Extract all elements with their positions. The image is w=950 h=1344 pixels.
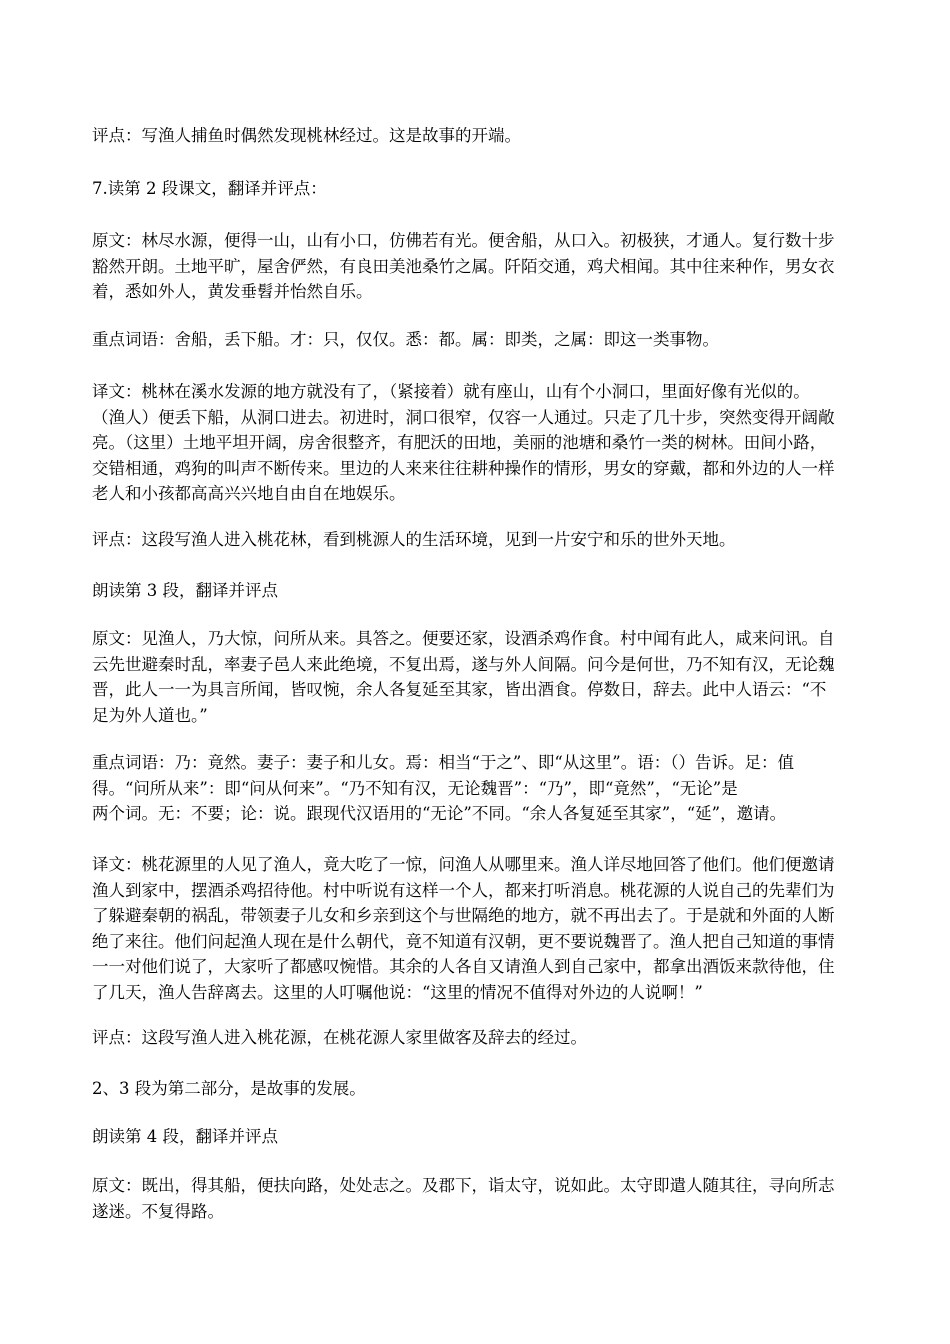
text-line: （渔人）便丢下船，从洞口进去。初进时，洞口很窄，仅容一人通过。只走了几十步，突然变得开阔敞 xyxy=(92,407,835,427)
text-line: 得。“问所从来”：即“问从何来”。“乃不知有汉，无论魏晋”：“乃”，即“竟然”，“无论”是 xyxy=(92,778,738,798)
paragraph-commentary-1 xyxy=(92,123,872,149)
text-line: 遂迷。不复得路。 xyxy=(92,1201,224,1221)
text-line: 原文：既出，得其船，便扶向路，处处志之。及郡下，诣太守，说如此。太守即遣人随其往，寻向所志 xyxy=(92,1176,835,1195)
text-line: 朗读第 4 段，翻译并评点 xyxy=(92,1127,278,1146)
text-line: 朗读第 3 段，翻译并评点 xyxy=(92,581,278,600)
heading-section-7 xyxy=(92,176,872,202)
text-line: 绝了来往。他们问起渔人现在是什么朝代，竟不知道有汉朝，更不要说魏晋了。渔人把自己知道的事情 xyxy=(92,931,835,951)
paragraph-original-text-2 xyxy=(92,228,872,305)
text-line: 重点词语：乃：竟然。妻子：妻子和儿女。焉：相当“于之”、即“从这里”。语：（）告诉。足：值 xyxy=(92,753,794,772)
text-line: 老人和小孩都高高兴兴地自由自在地娱乐。 xyxy=(92,484,406,503)
paragraph-original-text-3 xyxy=(92,626,872,728)
paragraph-part-summary xyxy=(92,1076,872,1102)
text-line: 7.读第 2 段课文，翻译并评点： xyxy=(92,179,327,198)
paragraph-key-words-2 xyxy=(92,327,872,353)
text-line: 云先世避秦时乱，率妻子邑人来此绝境，不复出焉，遂与外人间隔。问今是何世，乃不知有汉，无论魏 xyxy=(92,654,835,674)
text-line: 评点：这段写渔人进入桃花林，看到桃源人的生活环境，见到一片安宁和乐的世外天地。 xyxy=(92,530,736,549)
text-line: 原文：见渔人，乃大惊，问所从来。具答之。便要还家，设酒杀鸡作食。村中闻有此人，咸来问讯。自 xyxy=(92,629,835,648)
text-line: 一一对他们说了，大家听了都感叹惋惜。其余的人各自又请渔人到自己家中，都拿出酒饭来款待他，住 xyxy=(92,957,835,976)
text-line: 渔人到家中，摆酒杀鸡招待他。村中听说有这样一个人，都来打听消息。桃花源的人说自己的先辈们为 xyxy=(92,880,835,900)
text-line: 两个词。无：不要；论：说。跟现代汉语用的“无论”不同。“余人各复延至其家”，“延”，邀请。 xyxy=(92,804,787,823)
text-line: 足为外人道也。” xyxy=(92,705,208,725)
text-line: 译文：桃林在溪水发源的地方就没有了，（紧接着）就有座山，山有个小洞口，里面好像有光似的。 xyxy=(92,382,810,401)
heading-section-4 xyxy=(92,1124,872,1150)
text-line: 评点：这段写渔人进入桃花源，在桃花源人家里做客及辞去的经过。 xyxy=(92,1028,587,1047)
text-line: 了躲避秦朝的祸乱，带领妻子儿女和乡亲到这个与世隔绝的地方，就不再出去了。于是就和外面的人断 xyxy=(92,906,835,925)
paragraph-original-text-4 xyxy=(92,1173,872,1224)
paragraph-key-words-3 xyxy=(92,750,872,827)
text-line: 重点词语：舍船，丢下船。才：只，仅仅。悉：都。属：即类，之属：即这一类事物。 xyxy=(92,330,719,349)
text-line: 亮。（这里）土地平坦开阔，房舍很整齐，有肥沃的田地，美丽的池塘和桑竹一类的树林。田间小路， xyxy=(92,433,827,452)
text-line: 交错相通，鸡狗的叫声不断传来。里边的人来来往往耕种操作的情形，男女的穿戴，都和外边的人一样 xyxy=(92,458,835,478)
text-line: 了几天，渔人告辞离去。这里的人叮嘱他说：“这里的情况不值得对外边的人说啊！” xyxy=(92,982,703,1002)
text-line: 着，悉如外人，黄发垂髫并怡然自乐。 xyxy=(92,282,373,301)
paragraph-commentary-2 xyxy=(92,527,872,553)
text-line: 晋，此人一一为具言所闻，皆叹惋，余人各复延至其家，皆出酒食。停数日，辞去。此中人语云：“不 xyxy=(92,680,827,699)
paragraph-translation-2 xyxy=(92,379,872,507)
paragraph-commentary-3 xyxy=(92,1025,872,1051)
text-line: 豁然开朗。土地平旷，屋舍俨然，有良田美池桑竹之属。阡陌交通，鸡犬相闻。其中往来种作，男女衣 xyxy=(92,256,835,276)
text-line: 2、3 段为第二部分，是故事的发展。 xyxy=(92,1079,366,1098)
text-line: 评点：写渔人捕鱼时偶然发现桃林经过。这是故事的开端。 xyxy=(92,126,521,145)
text-line: 译文：桃花源里的人见了渔人，竟大吃了一惊，问渔人从哪里来。渔人详尽地回答了他们。他们便邀请 xyxy=(92,855,835,874)
text-line: 原文：林尽水源，便得一山，山有小口，仿佛若有光。便舍船，从口入。初极狭，才通人。复行数十步 xyxy=(92,231,835,250)
heading-section-3 xyxy=(92,578,872,604)
paragraph-translation-3 xyxy=(92,852,872,1005)
